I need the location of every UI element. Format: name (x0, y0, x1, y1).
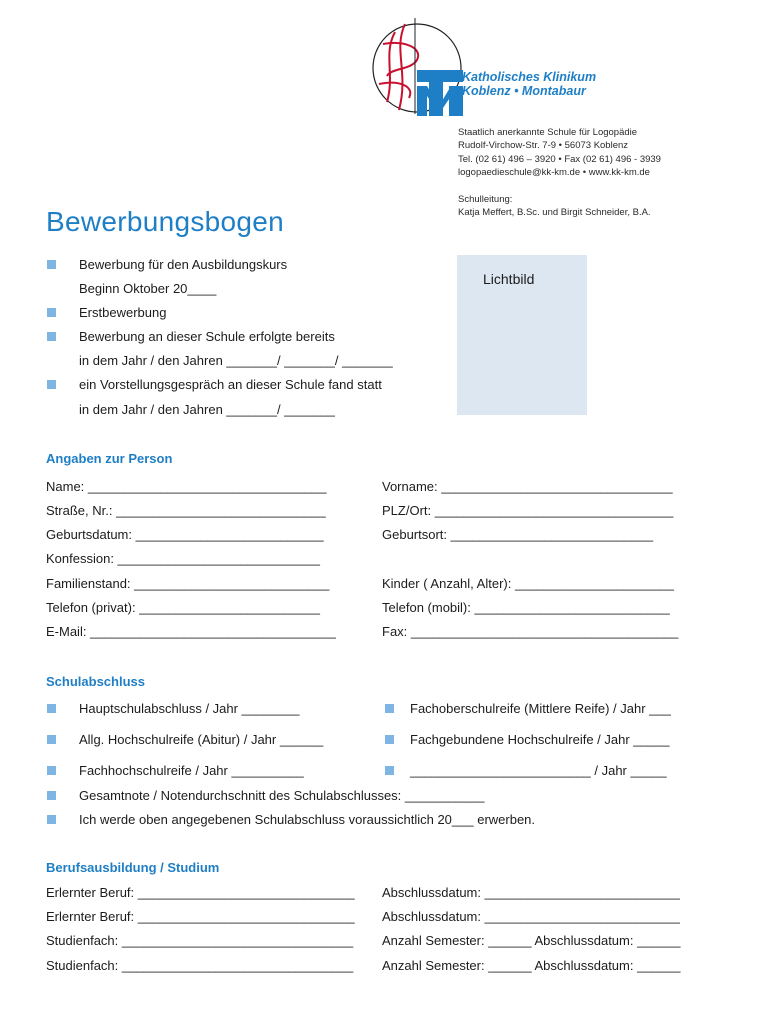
field-email[interactable]: E-Mail: __________________________________ (46, 624, 336, 639)
item-bewerbung-bereits: Bewerbung an dieser Schule erfolgte bereits (79, 329, 335, 344)
school-info-line: logopaedieschule@kk-km.de • www.kk-km.de (458, 167, 650, 179)
school-info-line: Tel. (02 61) 496 – 3920 • Fax (02 61) 496 - 3939 (458, 153, 661, 165)
school-info (458, 126, 661, 219)
field-plz-ort[interactable]: PLZ/Ort: _________________________________ (382, 503, 674, 518)
checkbox-sonstige[interactable] (385, 766, 394, 775)
item-fachgebunden: Fachgebundene Hochschulreife / Jahr _____ (410, 732, 670, 747)
checkbox-hauptschul[interactable] (47, 704, 56, 713)
field-konfession[interactable]: Konfession: ____________________________ (46, 551, 320, 566)
page-title: Bewerbungsbogen (46, 206, 285, 237)
field-telefon-privat[interactable]: Telefon (privat): _________________________ (46, 600, 320, 615)
leitung-label: Schulleitung: (458, 193, 513, 205)
item-sonstige[interactable]: _________________________ / Jahr _____ (410, 763, 667, 778)
photo-box[interactable] (457, 255, 587, 415)
item-abitur: Allg. Hochschulreife (Abitur) / Jahr ______ (79, 732, 324, 747)
checkbox-erstbewerbung[interactable] (47, 308, 56, 317)
checkbox-fachoberschul[interactable] (385, 704, 394, 713)
field-erlernter-beruf-2[interactable]: Erlernter Beruf: ______________________________ (46, 909, 355, 924)
field-erlernter-beruf-1[interactable]: Erlernter Beruf: ______________________________ (46, 885, 355, 900)
field-geburtsdatum[interactable]: Geburtsdatum: __________________________ (46, 527, 324, 542)
field-kinder[interactable]: Kinder ( Anzahl, Alter): ______________________ (382, 576, 675, 591)
field-abschlussdatum-2[interactable]: Abschlussdatum: ___________________________ (382, 909, 680, 924)
field-familienstand[interactable]: Familienstand: ___________________________ (46, 576, 330, 591)
checkbox-gesamtnote[interactable] (47, 791, 56, 800)
field-name[interactable]: Name: _________________________________ (46, 479, 327, 494)
checkbox-ausbildungskurs[interactable] (47, 260, 56, 269)
clinic-logo-emblem (365, 14, 625, 124)
clinic-logo-text (462, 70, 596, 98)
item-fachhochschul: Fachhochschulreife / Jahr __________ (79, 763, 304, 778)
checkbox-fachgebunden[interactable] (385, 735, 394, 744)
logo-line-2: Koblenz • Montabaur (462, 84, 586, 98)
section-heading-schulabschluss: Schulabschluss (46, 674, 145, 689)
field-studienfach-1[interactable]: Studienfach: ________________________________ (46, 933, 354, 948)
school-info-line: Staatlich anerkannte Schule für Logopädie (458, 127, 638, 138)
leitung-names: Katja Meffert, B.Sc. und Birgit Schneider, B.A. (458, 207, 651, 219)
field-vorname[interactable]: Vorname: ________________________________ (382, 479, 673, 494)
section-heading-person: Angaben zur Person (46, 451, 173, 466)
field-semester-2[interactable]: Anzahl Semester: ______ Abschlussdatum: ______ (382, 958, 681, 973)
field-strasse[interactable]: Straße, Nr.: _____________________________ (46, 503, 326, 518)
checkbox-fachhochschul[interactable] (47, 766, 56, 775)
section-heading-beruf: Berufsausbildung / Studium (46, 860, 220, 875)
school-info-line: Rudolf-Virchow-Str. 7-9 • 56073 Koblenz (458, 140, 629, 152)
photo-label: Lichtbild (483, 271, 535, 287)
checkbox-bewerbung-bereits[interactable] (47, 332, 56, 341)
item-vorstellungsgespraech: ein Vorstellungsgespräch an dieser Schule fand statt (79, 377, 382, 392)
field-geburtsort[interactable]: Geburtsort: ____________________________ (382, 527, 654, 542)
checkbox-voraussichtlich[interactable] (47, 815, 56, 824)
field-telefon-mobil[interactable]: Telefon (mobil): ___________________________ (382, 600, 670, 615)
checkbox-vorstellungsgespraech[interactable] (47, 380, 56, 389)
field-abschlussdatum-1[interactable]: Abschlussdatum: ___________________________ (382, 885, 680, 900)
item-erstbewerbung: Erstbewerbung (79, 305, 167, 320)
field-studienfach-2[interactable]: Studienfach: ________________________________ (46, 958, 354, 973)
item-fachoberschul: Fachoberschulreife (Mittlere Reife) / Jahr ___ (410, 701, 671, 716)
field-fax[interactable]: Fax: _____________________________________ (382, 624, 679, 639)
item-hauptschul: Hauptschulabschluss / Jahr ________ (79, 701, 300, 716)
clinic-logo (365, 14, 625, 124)
checkbox-abitur[interactable] (47, 735, 56, 744)
field-semester-1[interactable]: Anzahl Semester: ______ Abschlussdatum: ______ (382, 933, 681, 948)
item-voraussichtlich: Ich werde oben angegebenen Schulabschluss voraussichtlich 20___ erwerben. (79, 812, 536, 827)
item-beginn: Beginn Oktober 20____ (79, 281, 217, 296)
item-ausbildungskurs: Bewerbung für den Ausbildungskurs (79, 257, 288, 272)
item-bewerbung-jahre: in dem Jahr / den Jahren _______/ _______/ _______ (79, 353, 393, 368)
item-vorstellung-jahre: in dem Jahr / den Jahren _______/ _______ (79, 402, 335, 417)
logo-line-1: Katholisches Klinikum (462, 70, 597, 84)
item-gesamtnote[interactable]: Gesamtnote / Notendurchschnitt des Schulabschlusses: ___________ (79, 788, 485, 803)
